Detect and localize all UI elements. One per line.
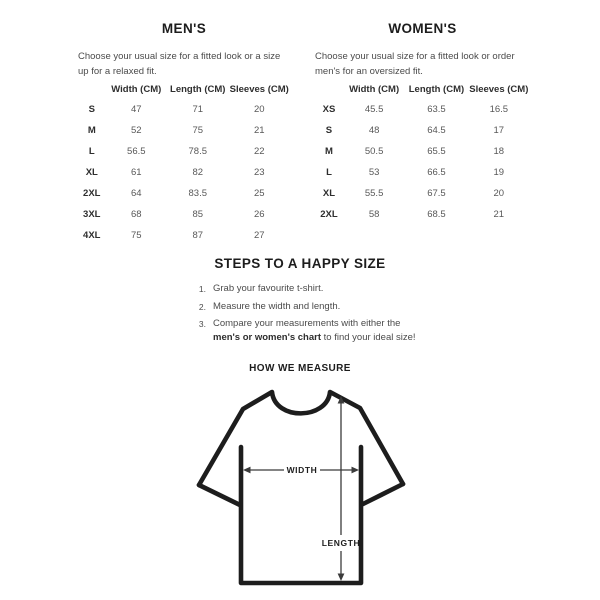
size-label: M (325, 146, 333, 157)
table-row (315, 162, 530, 183)
table-row (78, 162, 290, 183)
sleeves-value: 26 (253, 209, 265, 220)
length-value: 67.5 (427, 188, 446, 199)
width-value: 75 (130, 230, 142, 241)
measure-title: HOW WE MEASURE (249, 363, 351, 374)
step-text (213, 317, 423, 345)
length-value: 65.5 (427, 146, 446, 157)
tshirt-outline (199, 392, 403, 583)
length-value: 85 (192, 209, 204, 220)
steps-list (195, 282, 450, 345)
size-label: XS (322, 104, 336, 115)
table-row (78, 183, 290, 204)
length-arrow (338, 396, 345, 581)
length-value: 68.5 (427, 209, 446, 220)
size-label: 3XL (83, 209, 101, 220)
steps-title: STEPS TO A HAPPY SIZE (214, 256, 386, 271)
step-number: 1. (198, 284, 206, 294)
sleeves-value: 21 (253, 125, 265, 136)
table-row (315, 120, 530, 141)
sleeves-value: 18 (493, 146, 505, 157)
width-value: 47 (130, 104, 142, 115)
size-column-header (78, 79, 106, 99)
sleeves-value: 16.5 (489, 104, 509, 115)
size-label: XL (322, 188, 336, 199)
sleeves-column-header: Sleeves (CM) (229, 83, 289, 95)
size-label: S (325, 125, 333, 136)
step-item (195, 300, 450, 314)
mens-header-row (78, 79, 290, 99)
tshirt-left-sleeve-end (199, 485, 240, 505)
step-number: 2. (198, 301, 206, 312)
step-text (213, 282, 423, 296)
step-item (195, 282, 450, 296)
width-value: 58 (368, 209, 380, 220)
tshirt-diagram (180, 384, 425, 596)
length-value: 66.5 (427, 167, 446, 178)
table-row (78, 141, 290, 162)
length-value: 75 (192, 125, 204, 136)
table-row (78, 204, 290, 225)
size-label: L (326, 167, 332, 178)
mens-section (78, 21, 290, 246)
mens-description: Choose your usual size for a fitted look or a size up for a relaxed fit. (78, 51, 281, 77)
length-value: 63.5 (427, 104, 446, 115)
size-label: M (87, 125, 96, 136)
sleeves-value: 17 (493, 125, 505, 136)
width-column-header: Width (CM) (349, 83, 400, 95)
sleeves-value: 22 (253, 146, 265, 157)
width-value: 64 (130, 188, 142, 199)
length-value: 87 (192, 230, 204, 241)
step-number: 3. (198, 319, 206, 329)
width-value: 56.5 (127, 146, 146, 157)
sleeves-value: 21 (493, 209, 505, 220)
womens-size-table (315, 79, 530, 225)
width-value: 48 (368, 125, 380, 136)
width-arrow-label: WIDTH (286, 465, 318, 475)
sleeves-value: 20 (253, 104, 265, 115)
womens-title: WOMEN'S (388, 21, 457, 36)
step-item (195, 317, 450, 345)
womens-header-row (315, 79, 530, 99)
step-text-plain: to find your ideal size! (321, 332, 416, 343)
womens-section (315, 21, 530, 225)
length-value: 83.5 (188, 188, 207, 199)
table-row (78, 99, 290, 120)
step-text-plain: Measure the width and length. (213, 300, 341, 312)
size-label: 2XL (83, 188, 101, 199)
length-value: 82 (192, 167, 204, 178)
size-label: 2XL (320, 209, 338, 220)
mens-title: MEN'S (161, 21, 207, 36)
step-text-plain: Compare your measurements with either the (213, 318, 401, 329)
mens-size-table (78, 79, 290, 246)
width-value: 55.5 (364, 188, 384, 199)
sleeves-column-header: Sleeves (CM) (469, 83, 529, 95)
size-label: L (88, 146, 95, 157)
table-row (315, 183, 530, 204)
length-arrow-label: LENGTH (321, 538, 361, 548)
width-value: 52 (130, 125, 142, 136)
width-value: 68 (130, 209, 142, 220)
sleeves-value: 19 (493, 167, 505, 178)
table-row (315, 141, 530, 162)
size-label: 4XL (83, 230, 101, 241)
steps-section (150, 256, 450, 349)
step-text-bold: men's or women's chart (213, 332, 321, 343)
table-row (78, 120, 290, 141)
table-row (78, 225, 290, 246)
sleeves-value: 20 (493, 188, 505, 199)
length-column-header: Length (CM) (408, 83, 465, 95)
width-value: 50.5 (364, 146, 384, 157)
size-label: XL (85, 167, 98, 178)
length-value: 78.5 (188, 146, 207, 157)
sleeves-value: 25 (253, 188, 265, 199)
tshirt-right-sleeve-end (363, 484, 403, 504)
length-value: 71 (192, 104, 204, 115)
size-column-header (315, 79, 343, 99)
sleeves-value: 23 (253, 167, 265, 178)
length-value: 64.5 (427, 125, 446, 136)
womens-description: Choose your usual size for a fitted look or order men's for an oversized fit. (315, 51, 515, 77)
width-value: 61 (130, 167, 142, 178)
width-column-header: Width (CM) (111, 83, 162, 95)
step-text-plain: Grab your favourite t-shirt. (213, 283, 324, 294)
step-text (213, 300, 423, 314)
sleeves-value: 27 (253, 230, 265, 241)
width-value: 45.5 (364, 104, 384, 115)
table-row (315, 204, 530, 225)
table-row (315, 99, 530, 120)
length-column-header: Length (CM) (170, 83, 226, 95)
size-label: S (88, 104, 95, 115)
width-value: 53 (368, 167, 380, 178)
